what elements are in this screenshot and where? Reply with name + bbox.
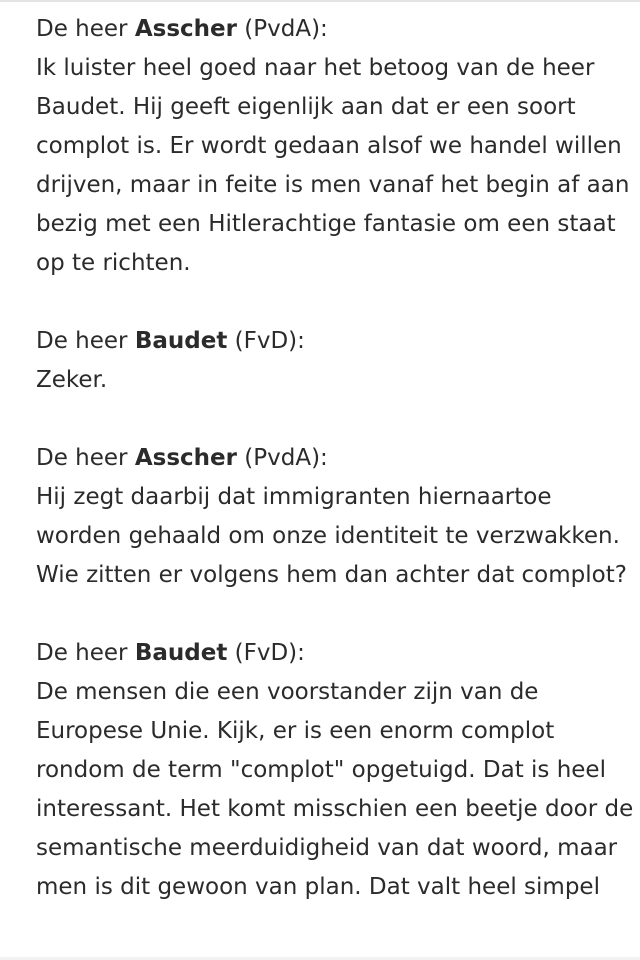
speaker-party: (FvD): [234,328,305,354]
speech-line: bezig met een Hitlerachtige fantasie om een staat [36,211,616,237]
speaker-party: (PvdA): [244,16,328,42]
speech-line: Baudet. Hij geeft eigenlijk aan dat er een soort [36,94,576,120]
speaker-prefix: De heer [36,640,128,666]
speech-line: interessant. Het komt misschien een beetje door de [36,796,634,822]
speech-line: semantische meerduidigheid van dat woord, maar [36,835,618,861]
speaker-prefix: De heer [36,16,128,42]
speech-line: drijven, maar in feite is men vanaf het begin af aan [36,172,630,198]
speaker-heading [36,439,640,478]
speaker-name: Asscher [134,16,237,42]
speech-line: Zeker. [36,367,108,393]
speaker-heading [36,322,640,361]
speech-line: De mensen die een voorstander zijn van de [36,679,539,705]
speech-baudet-2 [36,634,640,907]
speaker-name: Baudet [134,640,228,666]
speech-asscher-1 [36,10,640,283]
speaker-prefix: De heer [36,328,128,354]
speech-line: worden gehaald om onze identiteit te verzwakken. [36,523,620,549]
speaker-prefix: De heer [36,445,128,471]
speaker-party: (PvdA): [244,445,328,471]
speech-line: men is dit gewoon van plan. Dat valt heel simpel [36,874,600,900]
debate-transcript [36,10,640,907]
speech-line: Wie zitten er volgens hem dan achter dat complot? [36,562,627,588]
speaker-name: Asscher [134,445,237,471]
speech-asscher-2 [36,439,640,595]
speech-line: Europese Unie. Kijk, er is een enorm complot [36,718,555,744]
speech-line: Ik luister heel goed naar het betoog van de heer [36,55,595,81]
speaker-heading [36,634,640,673]
top-divider [0,0,640,2]
speaker-party: (FvD): [234,640,305,666]
speech-line: rondom de term "complot" opgetuigd. Dat is heel [36,757,606,783]
speech-line: Hij zegt daarbij dat immigranten hiernaartoe [36,484,552,510]
speech-line: op te richten. [36,250,191,276]
speaker-heading [36,10,640,49]
speaker-name: Baudet [134,328,228,354]
speech-baudet-1 [36,322,640,400]
speech-line: complot is. Er wordt gedaan alsof we handel willen [36,133,622,159]
